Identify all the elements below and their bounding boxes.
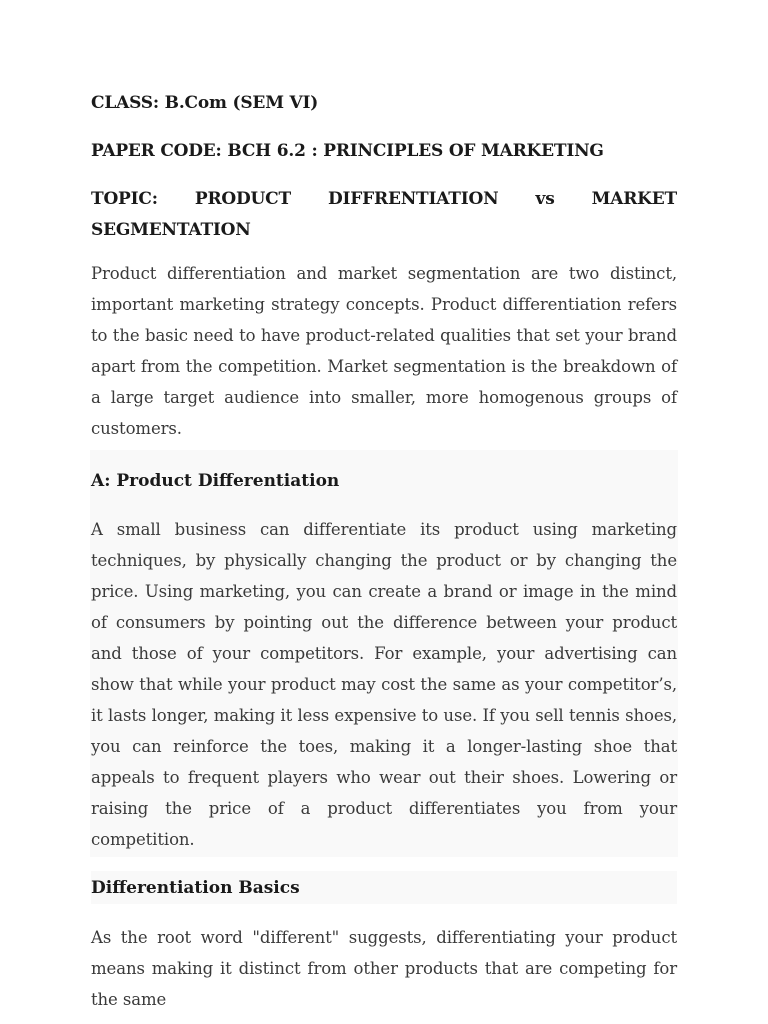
topic-word: TOPIC: [91,189,158,209]
section-a-block [90,450,678,857]
topic-word: DIFFRENTIATION [327,189,499,209]
topic-heading [91,184,677,246]
section-a-title: A: Product Differentiation [91,471,340,491]
topic-line-1 [91,184,677,215]
section-a-paragraph: A small business can differentiate its product using marketing techniques, by physically changing the product or by changing the price. Using marketing, you can create a brand or image in the mind of consumers by pointing out the difference between your product and those of your competitors. For example, your advertising can show that while your product may cost the same as your competitor’s, it lasts longer, making it less expensive to use. If you sell tennis shoes, you can reinforce the toes, making it a longer-lasting shoe that appeals to frequent players who wear out their shoes. Lowering or raising the price of a product differentiates you from your competition. [91,520,677,849]
topic-word: PRODUCT [194,189,291,209]
basics-title-block [91,871,677,904]
paper-code-heading: PAPER CODE: BCH 6.2 : PRINCIPLES OF MARKETING [91,141,604,161]
topic-word: MARKET [591,189,677,209]
topic-word: vs [535,189,555,209]
basics-paragraph: As the root word "different" suggests, differentiating your product means making it distinct from other products that are competing for the same [91,928,677,1009]
topic-line-2: SEGMENTATION [91,220,251,240]
class-heading: CLASS: B.Com (SEM VI) [91,93,319,113]
intro-paragraph: Product differentiation and market segmentation are two distinct, important marketing strategy concepts. Product differentiation refers to the basic need to have product-related qualities that set your brand apart from the competition. Market segmentation is the breakdown of a large target audience into smaller, more homogenous groups of customers. [91,264,677,438]
basics-title: Differentiation Basics [91,878,300,898]
document-body [91,88,677,1015]
